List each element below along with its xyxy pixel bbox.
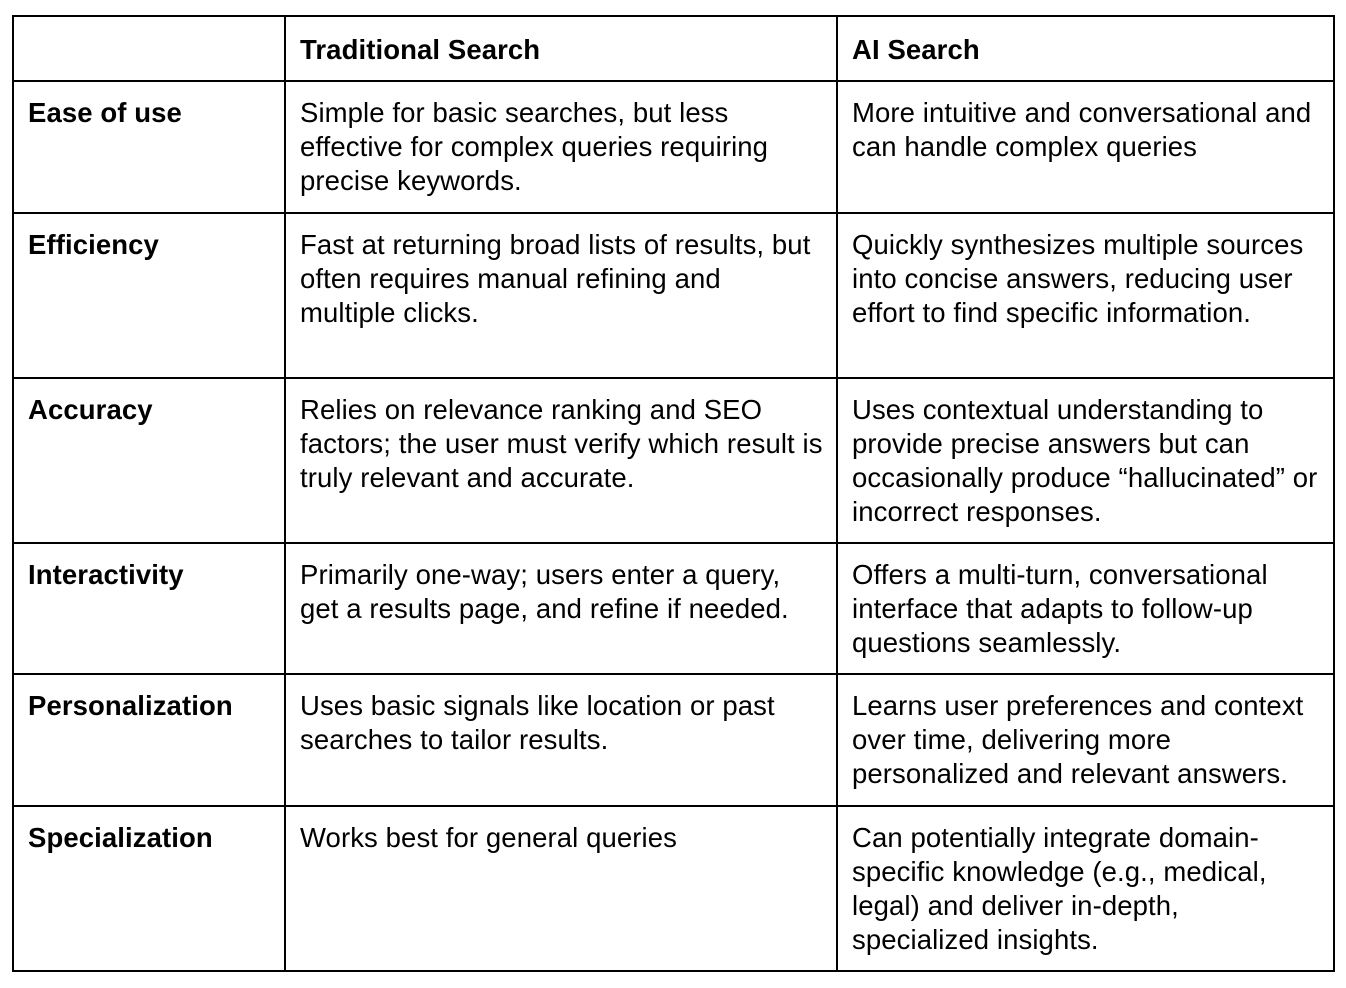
cell-ai: Uses contextual understanding to provide precise answers but can occasionally produce “hallucinated” or incorrect responses. [837, 378, 1334, 543]
comparison-table-container [12, 15, 1335, 972]
header-cell-ai-search: AI Search [837, 16, 1334, 81]
table-row [13, 543, 1334, 674]
cell-ai: Quickly synthesizes multiple sources into concise answers, reducing user effort to find specific information. [837, 213, 1334, 378]
cell-traditional: Works best for general queries [285, 806, 837, 971]
table-row [13, 378, 1334, 543]
cell-traditional: Fast at returning broad lists of results, but often requires manual refining and multiple clicks. [285, 213, 837, 378]
cell-traditional: Primarily one-way; users enter a query, get a results page, and refine if needed. [285, 543, 837, 674]
row-label-personalization: Personalization [13, 674, 285, 806]
table-row [13, 213, 1334, 378]
table-row [13, 674, 1334, 806]
row-label-ease-of-use: Ease of use [13, 81, 285, 213]
cell-traditional: Relies on relevance ranking and SEO factors; the user must verify which result is truly relevant and accurate. [285, 378, 837, 543]
header-cell-traditional-search: Traditional Search [285, 16, 837, 81]
table-row [13, 806, 1334, 971]
cell-ai: More intuitive and conversational and can handle complex queries [837, 81, 1334, 213]
table-header-row [13, 16, 1334, 81]
cell-traditional: Uses basic signals like location or past searches to tailor results. [285, 674, 837, 806]
cell-ai: Can potentially integrate domain-specific knowledge (e.g., medical, legal) and deliver in-depth, specialized insights. [837, 806, 1334, 971]
cell-ai: Learns user preferences and context over time, delivering more personalized and relevant answers. [837, 674, 1334, 806]
row-label-efficiency: Efficiency [13, 213, 285, 378]
header-cell-empty [13, 16, 285, 81]
row-label-accuracy: Accuracy [13, 378, 285, 543]
cell-ai: Offers a multi-turn, conversational interface that adapts to follow-up questions seamlessly. [837, 543, 1334, 674]
cell-traditional: Simple for basic searches, but less effective for complex queries requiring precise keywords. [285, 81, 837, 213]
comparison-table [12, 15, 1335, 972]
row-label-interactivity: Interactivity [13, 543, 285, 674]
row-label-specialization: Specialization [13, 806, 285, 971]
table-row [13, 81, 1334, 213]
